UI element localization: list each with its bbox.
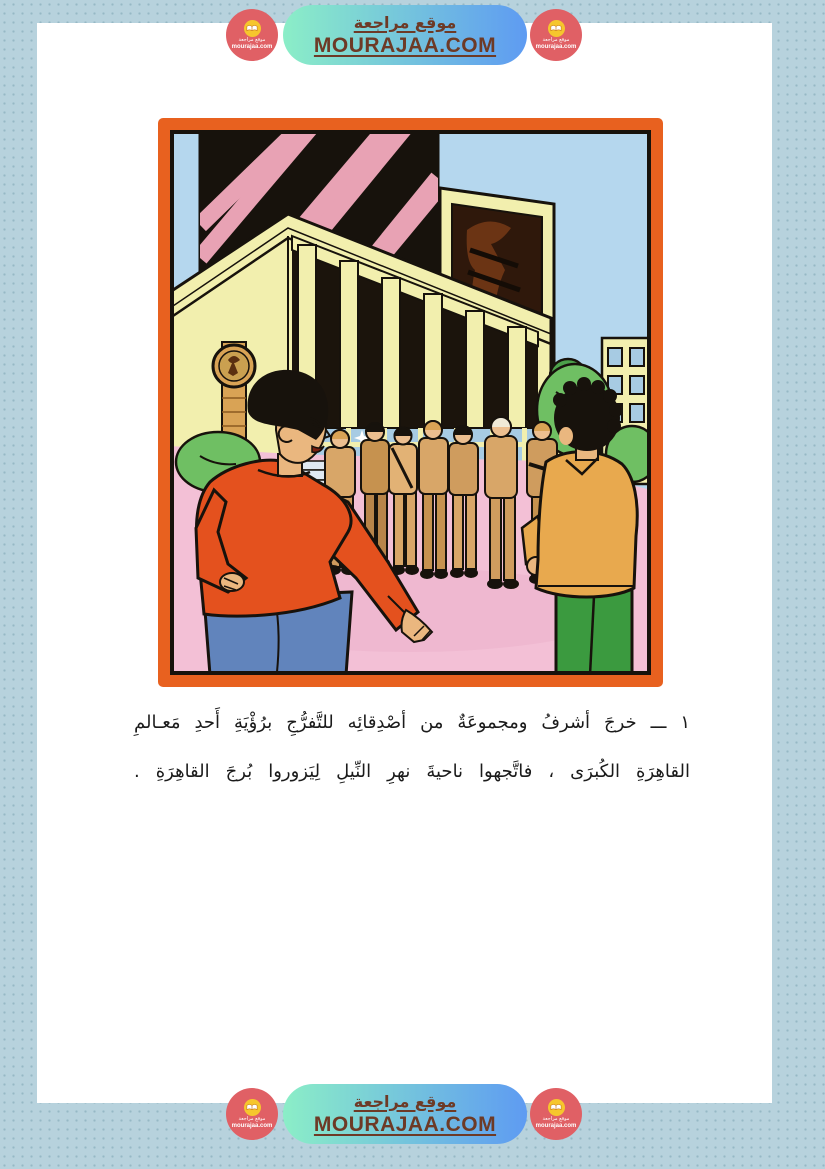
site-badge	[226, 9, 278, 61]
open-book-icon	[244, 1099, 261, 1116]
open-book-icon	[244, 20, 261, 37]
site-banner-top	[0, 0, 825, 70]
site-banner-bottom	[0, 1079, 825, 1149]
site-badge	[530, 1088, 582, 1140]
friend	[449, 426, 478, 577]
badge-domain-label: mourajaa.com	[535, 44, 577, 50]
friend	[419, 421, 448, 578]
story-illustration	[170, 130, 651, 675]
site-link-pill	[283, 5, 527, 65]
site-link-pill	[283, 1084, 527, 1144]
badge-arabic-label: موقع مراجعة	[238, 1116, 266, 1122]
badge-arabic-label: موقع مراجعة	[542, 1116, 570, 1122]
badge-arabic-label: موقع مراجعة	[542, 37, 570, 43]
badge-domain-label: mourajaa.com	[231, 1123, 273, 1129]
badge-domain-label: mourajaa.com	[231, 44, 273, 50]
friend	[485, 417, 518, 588]
site-badge	[226, 1088, 278, 1140]
badge-arabic-label: موقع مراجعة	[238, 37, 266, 43]
open-book-icon	[548, 20, 565, 37]
open-book-icon	[548, 1099, 565, 1116]
site-domain-link[interactable]: MOURAJAA.COM	[313, 1112, 497, 1136]
site-arabic-title-link[interactable]: موقع مراجعة	[353, 12, 457, 32]
caption-text	[134, 698, 690, 796]
caption-line-1: ١ ـــ خرجَ أشرفُ ومجموعَةٌ من أصْدِقائِه للتَّفرُّجِ برُؤْيَةِ أَحدِ مَعـالمِ	[134, 712, 690, 733]
site-domain-link[interactable]: MOURAJAA.COM	[313, 33, 497, 57]
site-badge	[530, 9, 582, 61]
badge-domain-label: mourajaa.com	[535, 1123, 577, 1129]
friend	[389, 428, 418, 575]
caption-line-2: القاهِرَةِ الكُبرَى ، فاتَّجهوا ناحيةَ نهرِ النِّيلِ لِيَزوروا بُرجَ القاهِرَةِ .	[134, 761, 690, 782]
story-illustration-frame	[158, 118, 663, 687]
site-arabic-title-link[interactable]: موقع مراجعة	[353, 1091, 457, 1111]
